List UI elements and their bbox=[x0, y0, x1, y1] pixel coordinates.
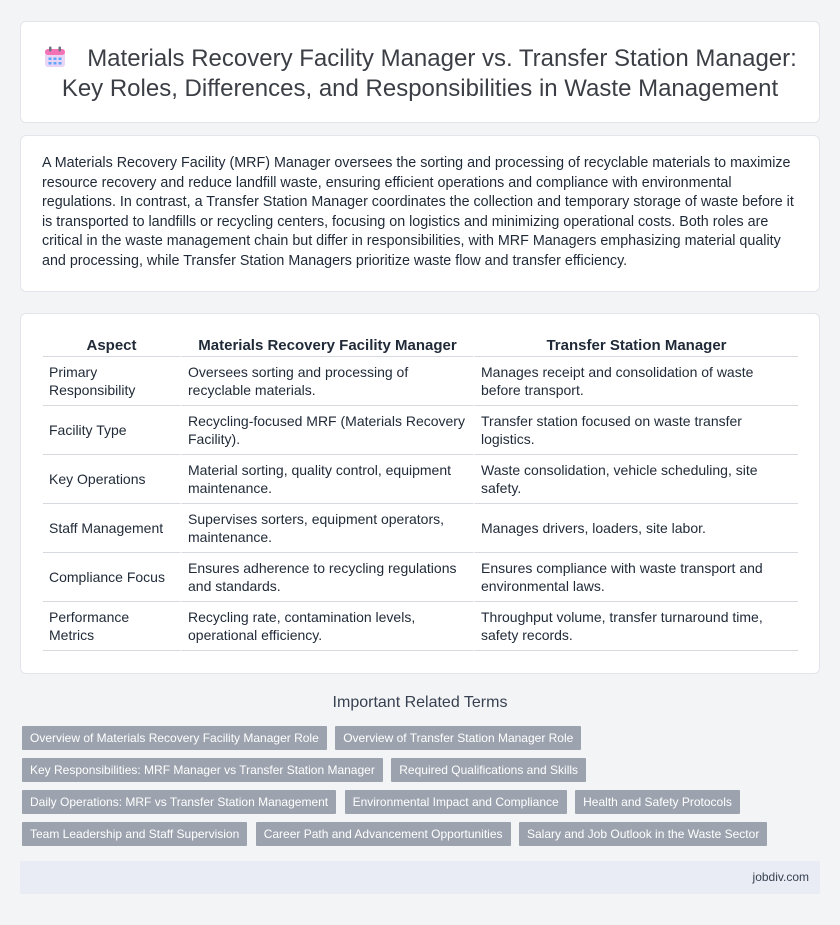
row-aspect: Key Operations bbox=[43, 455, 180, 504]
related-term-tag[interactable]: Health and Safety Protocols bbox=[575, 790, 740, 814]
row-aspect: Primary Responsibility bbox=[43, 357, 180, 406]
related-term-tag[interactable]: Key Responsibilities: MRF Manager vs Transfer Station Manager bbox=[22, 758, 383, 782]
footer bbox=[20, 861, 820, 894]
row-transfer-value: Transfer station focused on waste transfer logistics. bbox=[473, 406, 798, 455]
tag-row bbox=[22, 758, 802, 782]
row-mrf-value: Ensures adherence to recycling regulations and standards. bbox=[180, 553, 473, 602]
intro-card bbox=[20, 135, 820, 292]
footer-site-link[interactable]: jobdiv.com bbox=[752, 870, 809, 884]
row-aspect: Staff Management bbox=[43, 504, 180, 553]
row-aspect: Compliance Focus bbox=[43, 553, 180, 602]
table-row bbox=[43, 357, 798, 406]
header-aspect: Aspect bbox=[43, 336, 180, 357]
table-row bbox=[43, 553, 798, 602]
tag-row bbox=[22, 822, 802, 846]
row-transfer-value: Throughput volume, transfer turnaround time, safety records. bbox=[473, 602, 798, 651]
tag-row bbox=[22, 726, 802, 750]
row-transfer-value: Waste consolidation, vehicle scheduling, site safety. bbox=[473, 455, 798, 504]
header-mrf-manager: Materials Recovery Facility Manager bbox=[180, 336, 473, 357]
row-mrf-value: Material sorting, quality control, equipment maintenance. bbox=[180, 455, 473, 504]
related-term-tag[interactable]: Daily Operations: MRF vs Transfer Station Management bbox=[22, 790, 336, 814]
row-mrf-value: Oversees sorting and processing of recyclable materials. bbox=[180, 357, 473, 406]
related-term-tag[interactable]: Overview of Transfer Station Manager Role bbox=[335, 726, 581, 750]
comparison-table-card bbox=[20, 313, 820, 674]
table-row bbox=[43, 455, 798, 504]
page-title-text: Materials Recovery Facility Manager vs. Transfer Station Manager: Key Roles, Differences, and Responsibilities in Waste Management bbox=[61, 45, 797, 102]
related-term-tag[interactable]: Salary and Job Outlook in the Waste Sector bbox=[519, 822, 767, 846]
table-row bbox=[43, 504, 798, 553]
row-transfer-value: Ensures compliance with waste transport and environmental laws. bbox=[473, 553, 798, 602]
intro-paragraph: A Materials Recovery Facility (MRF) Manager oversees the sorting and processing of recyclable materials to maximize resource recovery and reduce landfill waste, ensuring efficient operations and compliance with environmental regulations. In contrast, a Transfer Station Manager coordinates the collection and temporary storage of waste before it is transported to landfills or recycling centers, focusing on logistics and minimizing operational costs. Both roles are critical in the waste management chain but differ in responsibilities, with MRF Managers emphasizing material quality and processing, while Transfer Station Managers prioritize waste flow and transfer efficiency. bbox=[42, 155, 794, 269]
related-terms-tags bbox=[22, 726, 802, 854]
related-term-tag[interactable]: Career Path and Advancement Opportunities bbox=[256, 822, 511, 846]
title-card bbox=[20, 21, 820, 123]
page-title bbox=[21, 44, 819, 104]
comparison-table bbox=[43, 336, 798, 651]
row-mrf-value: Recycling rate, contamination levels, operational efficiency. bbox=[180, 602, 473, 651]
row-aspect: Facility Type bbox=[43, 406, 180, 455]
related-term-tag[interactable]: Required Qualifications and Skills bbox=[391, 758, 586, 782]
row-transfer-value: Manages receipt and consolidation of waste before transport. bbox=[473, 357, 798, 406]
row-mrf-value: Recycling-focused MRF (Materials Recovery Facility). bbox=[180, 406, 473, 455]
related-term-tag[interactable]: Team Leadership and Staff Supervision bbox=[22, 822, 247, 846]
header-transfer-station-manager: Transfer Station Manager bbox=[473, 336, 798, 357]
calendar-icon bbox=[43, 45, 67, 69]
related-terms-heading: Important Related Terms bbox=[332, 694, 508, 711]
table-row bbox=[43, 602, 798, 651]
table-header-row bbox=[43, 336, 798, 357]
table-row bbox=[43, 406, 798, 455]
tag-row bbox=[22, 790, 802, 814]
row-aspect: Performance Metrics bbox=[43, 602, 180, 651]
related-term-tag[interactable]: Environmental Impact and Compliance bbox=[345, 790, 567, 814]
row-transfer-value: Manages drivers, loaders, site labor. bbox=[473, 504, 798, 553]
row-mrf-value: Supervises sorters, equipment operators, maintenance. bbox=[180, 504, 473, 553]
related-term-tag[interactable]: Overview of Materials Recovery Facility Manager Role bbox=[22, 726, 327, 750]
